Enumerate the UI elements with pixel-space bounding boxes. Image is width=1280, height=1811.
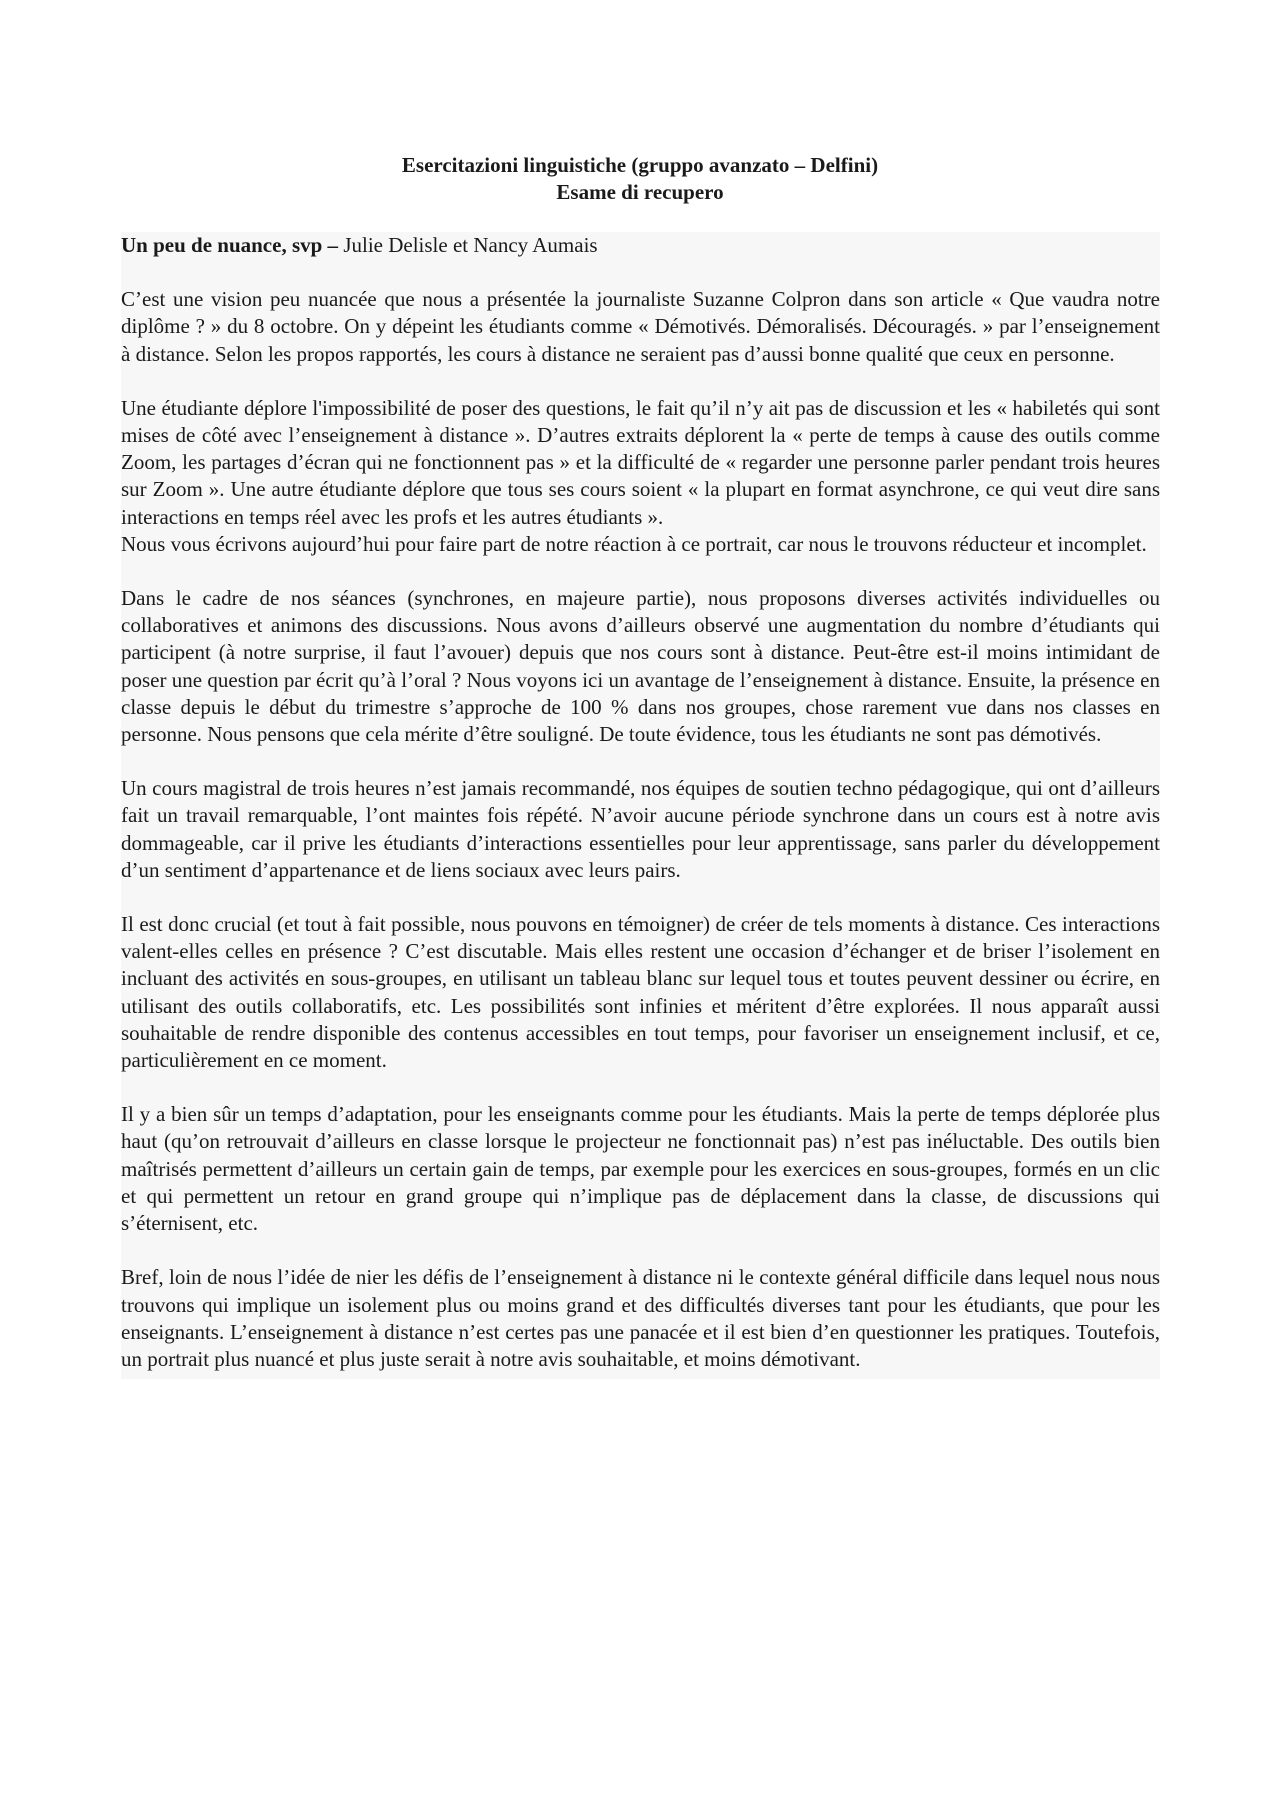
article-paragraph: C’est une vision peu nuancée que nous a présentée la journaliste Suzanne Colpron dans son article « Que vaudra notre diplôme ? » du 8 octobre. On y dépeint les étudiants comme « Démotivés. Démoralisés. Découragés. » par l’enseignement à distance. Selon les propos rapportés, les cours à distance ne seraient pas d’aussi bonne qualité que ceux en personne. bbox=[121, 287, 1160, 366]
article-paragraph: Nous vous écrivons aujourd’hui pour faire part de notre réaction à ce portrait, car nous le trouvons réducteur et incomplet. bbox=[121, 531, 1147, 556]
header-course-title: Esercitazioni linguistiche (gruppo avanzato – Delfini) bbox=[401, 153, 879, 177]
article-title-line bbox=[121, 232, 1160, 259]
article-paragraph: Dans le cadre de nos séances (synchrones, en majeure partie), nous proposons diverses activités individuelles ou collaboratives et animons des discussions. Nous avons d’ailleurs observé une augmentation du nombre d’étudiants qui participent (à notre surprise, il faut l’avouer) depuis que nos cours sont à distance. Peut-être est-il moins intimidant de poser une question par écrit qu’à l’oral ? Nous voyons ici un avantage de l’enseignement à distance. Ensuite, la présence en classe depuis le début du trimestre s’approche de 100 % dans nos groupes, chose rarement vue dans nos classes en personne. Nous pensons que cela mérite d’être souligné. De toute évidence, tous les étudiants ne sont pas démotivés. bbox=[121, 586, 1160, 747]
article-authors: Julie Delisle et Nancy Aumais bbox=[338, 233, 598, 257]
article-title: Un peu de nuance, svp – bbox=[121, 233, 339, 257]
article-paragraph: Un cours magistral de trois heures n’est jamais recommandé, nos équipes de soutien techno pédagogique, qui ont d’ailleurs fait un travail remarquable, l’ont maintes fois répété. N’avoir aucune période synchrone dans un cours est à notre avis dommageable, car il prive les étudiants d’interactions essentielles pour leur apprentissage, sans parler du développement d’un sentiment d’appartenance et de liens sociaux avec leurs pairs. bbox=[121, 776, 1160, 882]
article-paragraph: Une étudiante déplore l'impossibilité de poser des questions, le fait qu’il n’y ait pas de discussion et les « habiletés qui sont mises de côté avec l’enseignement à distance ». D’autres extraits déplorent la « perte de temps à cause des outils comme Zoom, les partages d’écran qui ne fonctionnent pas » et la difficulté de « regarder une personne parler pendant trois heures sur Zoom ». Une autre étudiante déplore que tous ses cours soient « la plupart en format asynchrone, ce qui veut dire sans interactions en temps réel avec les profs et les autres étudiants ». bbox=[121, 395, 1160, 529]
header-exam-title: Esame di recupero bbox=[556, 180, 724, 204]
article-paragraph: Bref, loin de nous l’idée de nier les défis de l’enseignement à distance ni le contexte général difficile dans lequel nous nous trouvons qui implique un isolement plus ou moins grand et des difficultés diverses tant pour les étudiants, que pour les enseignants. L’enseignement à distance n’est certes pas une panacée et il est bien d’en questionner les pratiques. Toutefois, un portrait plus nuancé et plus juste serait à notre avis souhaitable, et moins démotivant. bbox=[121, 1265, 1160, 1371]
article-paragraph: Il est donc crucial (et tout à fait possible, nous pouvons en témoigner) de créer de tels moments à distance. Ces interactions valent-elles celles en présence ? C’est discutable. Mais elles restent une occasion d’échanger et de briser l’isolement en incluant des activités en sous-groupes, en utilisant un tableau blanc sur lequel tous et toutes peuvent dessiner ou écrire, en utilisant des outils collaboratifs, etc. Les possibilités sont infinies et méritent d’être explorées. Il nous apparaît aussi souhaitable de rendre disponible des contenus accessibles en tout temps, pour favoriser un enseignement inclusif, et ce, particulièrement en ce moment. bbox=[121, 912, 1160, 1073]
article-paragraph: Il y a bien sûr un temps d’adaptation, pour les enseignants comme pour les étudiants. Mais la perte de temps déplorée plus haut (qu’on retrouvait d’ailleurs en classe lorsque le projecteur ne fonctionnait pas) n’est pas inéluctable. Des outils bien maîtrisés permettent d’ailleurs un certain gain de temps, par exemple pour les exercices en sous-groupes, formés en un clic et qui permettent un retour en grand groupe qui n’implique pas de déplacement dans la classe, de discussions qui s’éternisent, etc. bbox=[121, 1102, 1160, 1236]
document-header bbox=[0, 152, 1280, 206]
article-body bbox=[121, 232, 1160, 1379]
